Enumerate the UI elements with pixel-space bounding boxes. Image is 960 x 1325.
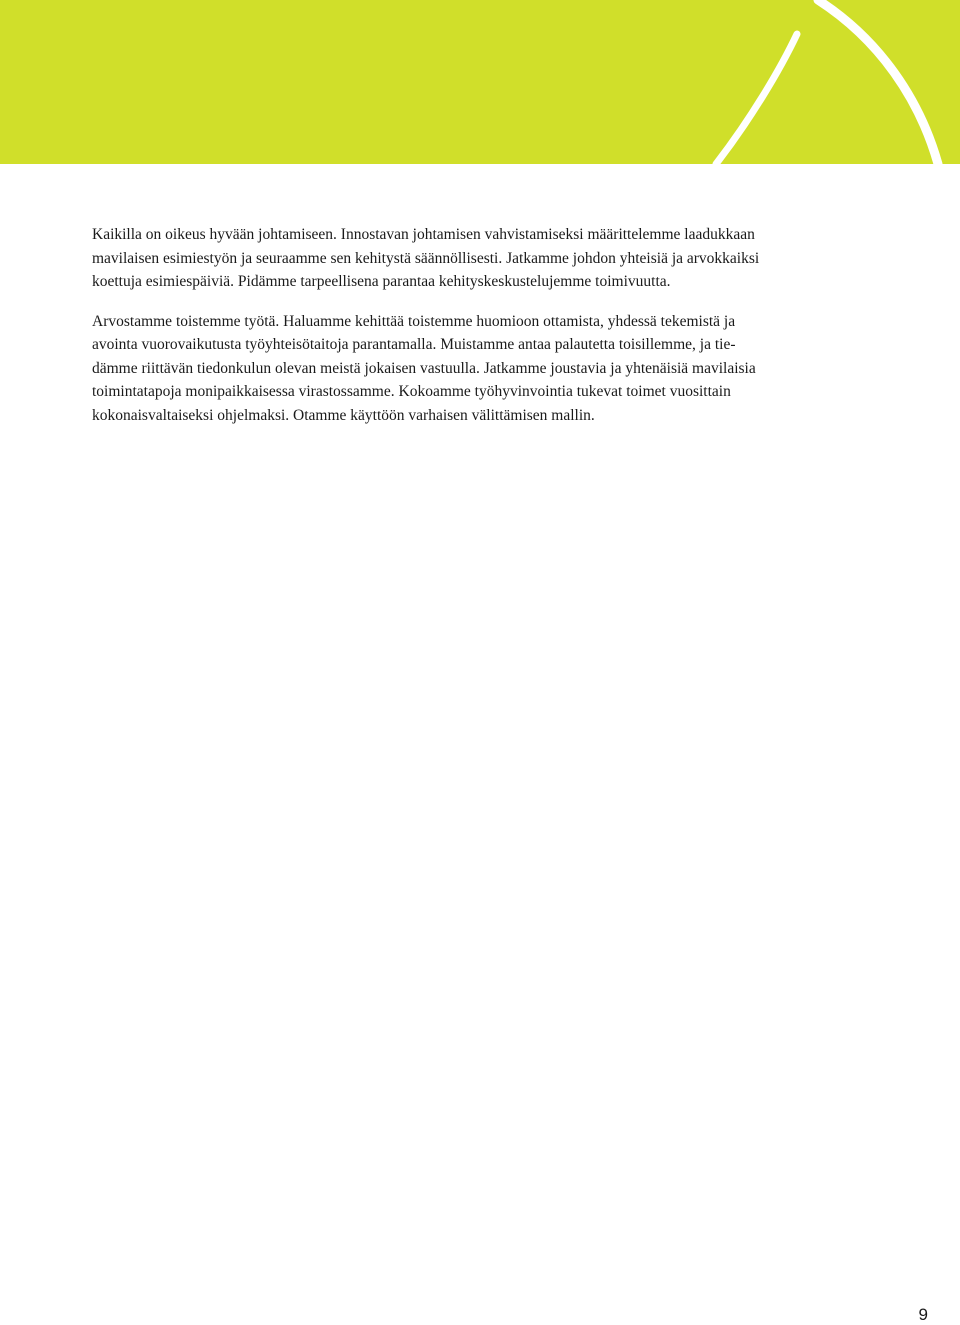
header-band	[0, 0, 960, 164]
leaf-curve-icon	[0, 0, 960, 164]
text-line: mavilaisen esimiestyön ja seuraamme sen kehitystä säännöllisesti. Jatkamme johdon yhteisiä ja arvokkaiksi	[92, 249, 760, 267]
paragraph-appreciation	[92, 310, 852, 428]
text-line: koettuja esimiespäiviä. Pidämme tarpeellisena parantaa kehityskeskustelujemme toimivuutta.	[92, 273, 671, 290]
page-number: 9	[918, 1305, 928, 1324]
text-line: toimintatapoja monipaikkaisessa virastossamme. Kokoamme työhyvinvointia tukevat toimet vuosittain	[92, 383, 731, 400]
paragraph-leadership	[92, 223, 852, 294]
document-body	[92, 223, 852, 443]
text-line: dämme riittävän tiedonkulun olevan meistä jokaisen vastuulla. Jatkamme joustavia ja yhtenäisiä mavilaisia	[92, 359, 756, 377]
outer-leaf-curve	[818, 0, 938, 164]
text-line: avointa vuorovaikutusta työyhteisötaitoja parantamalla. Muistamme antaa palautetta toisillemme, ja tie-	[92, 336, 736, 353]
text-line: Kaikilla on oikeus hyvään johtamiseen. Innostavan johtamisen vahvistamiseksi määrittelemme laadukkaan	[92, 226, 755, 243]
inner-leaf-curve	[716, 34, 797, 164]
text-line: Arvostamme toistemme työtä. Haluamme kehittää toistemme huomioon ottamista, yhdessä tekemistä ja	[92, 312, 736, 330]
text-line: kokonaisvaltaiseksi ohjelmaksi. Otamme käyttöön varhaisen välittämisen mallin.	[92, 406, 595, 424]
